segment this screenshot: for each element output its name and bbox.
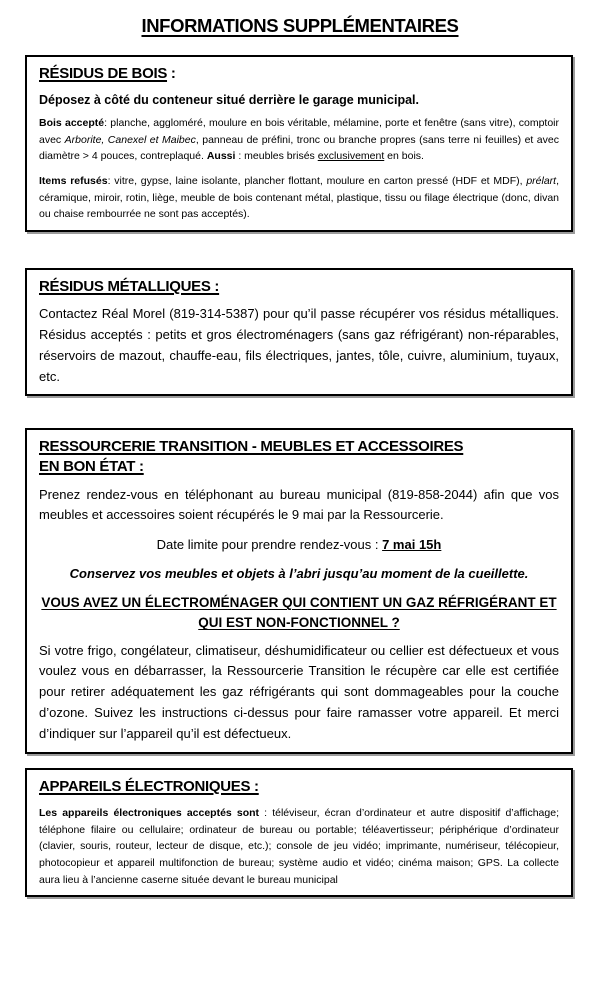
ressourcerie-heading: RESSOURCERIE TRANSITION - MEUBLES ET ACCESSOIRES EN BON ÉTAT : <box>39 438 464 476</box>
page-title: INFORMATIONS SUPPLÉMENTAIRES <box>141 15 459 36</box>
appareils-electroniques-paragraph: Les appareils électroniques acceptés sont : téléviseur, écran d’ordinateur et autre dispositif d’affichage; téléphone filaire ou cellulaire; ordinateur de bureau ou portable; téléavertisseur; périphérique d’ordinateur (clavier, souris, routeur, lecteur de disque, etc.); console de jeu vidéo; imprimante, numériseur, télécopieur, photocopieur et appareil multifonction de bureau; système audio et vidéo; cinéma maison; GPS. La collecte aura lieu à l’ancienne caserne située devant le bureau municipal <box>39 807 559 886</box>
deadline-label: Date limite pour prendre rendez-vous : <box>156 537 383 553</box>
residus-bois-accepted-paragraph: Bois accepté: planche, aggloméré, moulure en bois véritable, mélamine, porte et fenêtre (sans vitre), comptoir avec Arborite, Canexel et Maibec, panneau de préfini, tronc ou branche propres (sans terre ni feuilles) et avec diamètre > 4 pouces, contreplaqué. Aussi : meubles brisés exclusivement en bois. <box>39 117 560 163</box>
residus-metalliques-paragraph: Contactez Réal Morel (819-314-5387) pour qu’il passe récupérer vos résidus métalliques. Résidus acceptés : petits et gros électroménagers (sans gaz réfrigérant) non-réparables, réservoirs de mazout, chauffe-eau, fils électriques, jantes, tôle, cuivre, aluminium, tuyaux, etc. <box>39 306 559 384</box>
residus-bois-heading: RÉSIDUS DE BOIS : <box>39 65 176 82</box>
refrigerant-question-heading: VOUS AVEZ UN ÉLECTROMÉNAGER QUI CONTIENT UN GAZ RÉFRIGÉRANT ET QUI EST NON-FONCTIONNEL ? <box>41 595 557 631</box>
appareils-electroniques-heading: APPAREILS ÉLECTRONIQUES : <box>39 778 259 795</box>
deadline-value: 7 mai 15h <box>382 537 442 553</box>
residus-metalliques-heading: RÉSIDUS MÉTALLIQUES : <box>39 278 220 295</box>
section-residus-bois <box>25 55 573 232</box>
section-residus-metalliques <box>25 268 573 396</box>
ressourcerie-intro-paragraph: Prenez rendez-vous en téléphonant au bureau municipal (819-858-2044) afin que vos meubles et accessoires soient récupérés le 9 mai par la Ressourcerie. <box>39 486 559 523</box>
ressourcerie-keep-notice: Conservez vos meubles et objets à l’abri jusqu’au moment de la cueillette. <box>69 565 529 581</box>
ressourcerie-deadline-line <box>39 535 559 555</box>
residus-bois-lead: Déposez à côté du conteneur situé derrière le garage municipal. <box>39 93 419 108</box>
residus-bois-refused-paragraph: Items refusés: vitre, gypse, laine isolante, plancher flottant, moulure en carton pressé (HDF et MDF), prélart, céramique, miroir, rotin, liège, meuble de bois contenant métal, plastique, tissu ou filage électrique (donc, divan ou chaise rembourrée ne sont pas acceptés). <box>39 174 559 221</box>
section-appareils-electroniques <box>25 768 573 897</box>
refrigerant-paragraph: Si votre frigo, congélateur, climatiseur, déshumidificateur ou cellier est défectueux et vous voulez vous en débarrasser, la Ressourcerie Transition le récupère car elle est certifiée pour retirer adéquatement les gaz réfrigérants qui sont dommageables pour la couche d’ozone. Suivez les instructions ci-dessus pour faire ramasser votre appareil. Et merci d’indiquer sur l’appareil qu’il est défectueux. <box>39 642 559 741</box>
section-ressourcerie-transition <box>25 428 573 754</box>
